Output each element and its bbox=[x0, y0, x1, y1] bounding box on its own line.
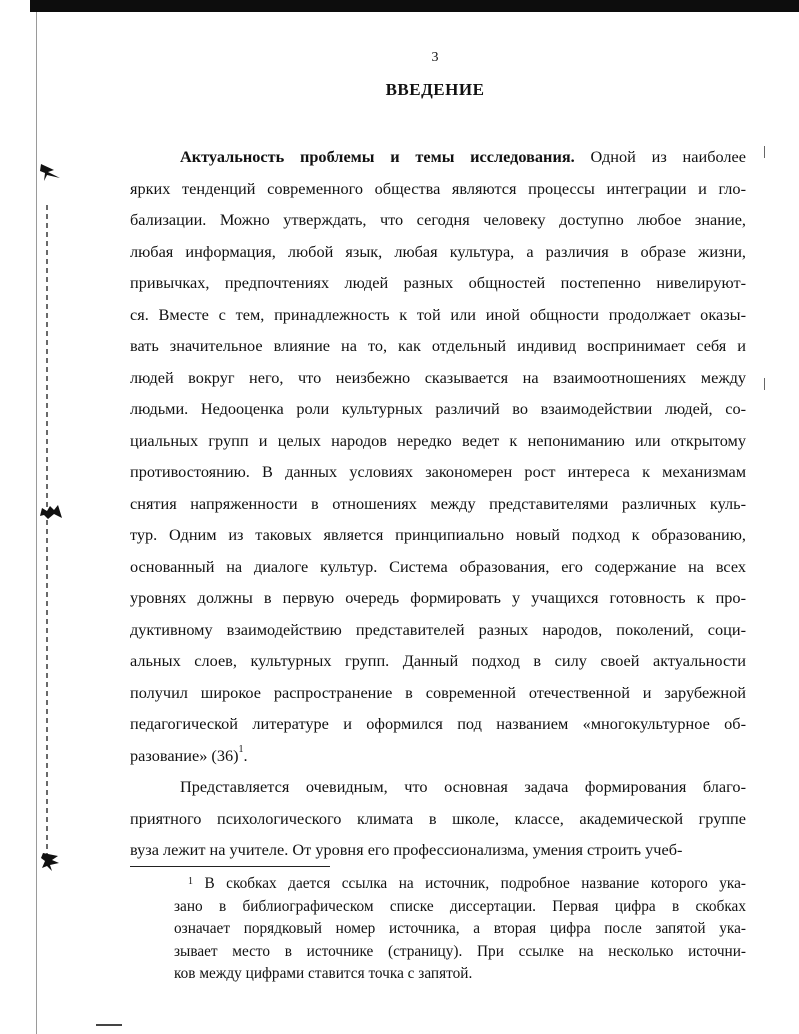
text-line: разование» $(36)^1$. bbox=[130, 744, 248, 765]
binding-clip-icon bbox=[38, 160, 64, 182]
text-line: Представляется очевидным, что основная задача формирования благо- bbox=[180, 777, 746, 796]
section-lead-in: Актуальность проблемы и темы исследования. bbox=[180, 147, 575, 166]
text-line: ярких тенденций современного общества являются процессы интеграции и гло- bbox=[130, 178, 746, 198]
scan-right-tick bbox=[764, 146, 765, 158]
text-line: людьми. Недооценка роли культурных различий во взаимодействии людей, со- bbox=[130, 399, 746, 418]
text-line: любая информация, любой язык, любая культура, а различия в образе жизни, bbox=[130, 241, 746, 261]
page-number: 3 bbox=[431, 50, 439, 65]
text-line: уровнях должны в первую очередь формировать у учащихся готовность к про- bbox=[130, 588, 746, 607]
text-line: педагогической литературе и оформился под названием «многокультурное об- bbox=[130, 714, 746, 733]
footnote-reference: 1 bbox=[238, 744, 244, 756]
text-line: приятного психологического климата в школе, классе, академической группе bbox=[130, 808, 746, 828]
text-line: привычках, предпочтениях людей разных общностей постепенно нивелируют- bbox=[130, 273, 746, 292]
text-line: альных слоев, культурных групп. Данный подход в силу своей актуальности bbox=[130, 651, 746, 670]
text-line: Актуальность проблемы и темы исследования. Одной из наиболее bbox=[180, 147, 746, 166]
footnote-marker: 1 bbox=[188, 876, 193, 887]
binding-clip-icon bbox=[38, 500, 64, 522]
text-line: получил широкое распространение в современной отечественной и зарубежной bbox=[130, 682, 746, 702]
binding-clip-icon bbox=[38, 850, 64, 872]
text-line: снятия напряженности в отношениях между представителями различных куль- bbox=[130, 493, 746, 513]
text-line: основанный на диалоге культур. Система образования, его содержание на всех bbox=[130, 556, 746, 576]
footnote bbox=[174, 873, 746, 986]
footnote-line: ков между цифрами ставится точка с запятой. bbox=[174, 965, 473, 982]
page-title: ВВЕДЕНИЕ bbox=[385, 80, 485, 99]
footnote-line: означает порядковый номер источника, а вторая цифра после запятой ука- bbox=[174, 920, 746, 937]
text-line: циальных групп и целых народов нередко ведет к непониманию или открытому bbox=[130, 430, 746, 450]
footnote-line: зывает место в источнике (страницу). При ссылке на несколько источни- bbox=[174, 942, 746, 960]
text-line: людей вокруг него, что неизбежно сказывается на взаимоотношениях между bbox=[130, 367, 746, 387]
text-line: вуза лежит на учителе. От уровня его профессионализма, умения строить учеб- bbox=[130, 840, 683, 859]
text-line: противостоянию. В данных условиях закономерен рост интереса к механизмам bbox=[130, 462, 746, 481]
scan-top-border bbox=[30, 0, 799, 12]
scan-right-tick bbox=[764, 378, 765, 390]
scan-bottom-mark bbox=[96, 1024, 122, 1026]
footnote-separator bbox=[130, 866, 330, 867]
text-line: бализации. Можно утверждать, что сегодня человеку доступно любое знание, bbox=[130, 210, 746, 229]
footnote-line: $^1$ В скобках дается ссылка на источник, подробное название которого ука- bbox=[188, 875, 746, 892]
text-line: вать значительное влияние на то, как отдельный индивид воспринимает себя и bbox=[130, 336, 746, 355]
text-line: дуктивному взаимодействию представителей разных народов, поколений, соци- bbox=[130, 619, 746, 639]
text-line: тур. Одним из таковых является принципиально новый подход к образованию, bbox=[130, 525, 746, 544]
text-line: ся. Вместе с тем, принадлежность к той или иной общности продолжает оказы- bbox=[130, 304, 746, 324]
scan-left-edge bbox=[36, 12, 37, 1034]
main-text bbox=[130, 141, 746, 866]
footnote-line: зано в библиографическом списке диссертации. Первая цифра в скобках bbox=[174, 897, 746, 915]
scan-binding-line bbox=[46, 205, 48, 855]
